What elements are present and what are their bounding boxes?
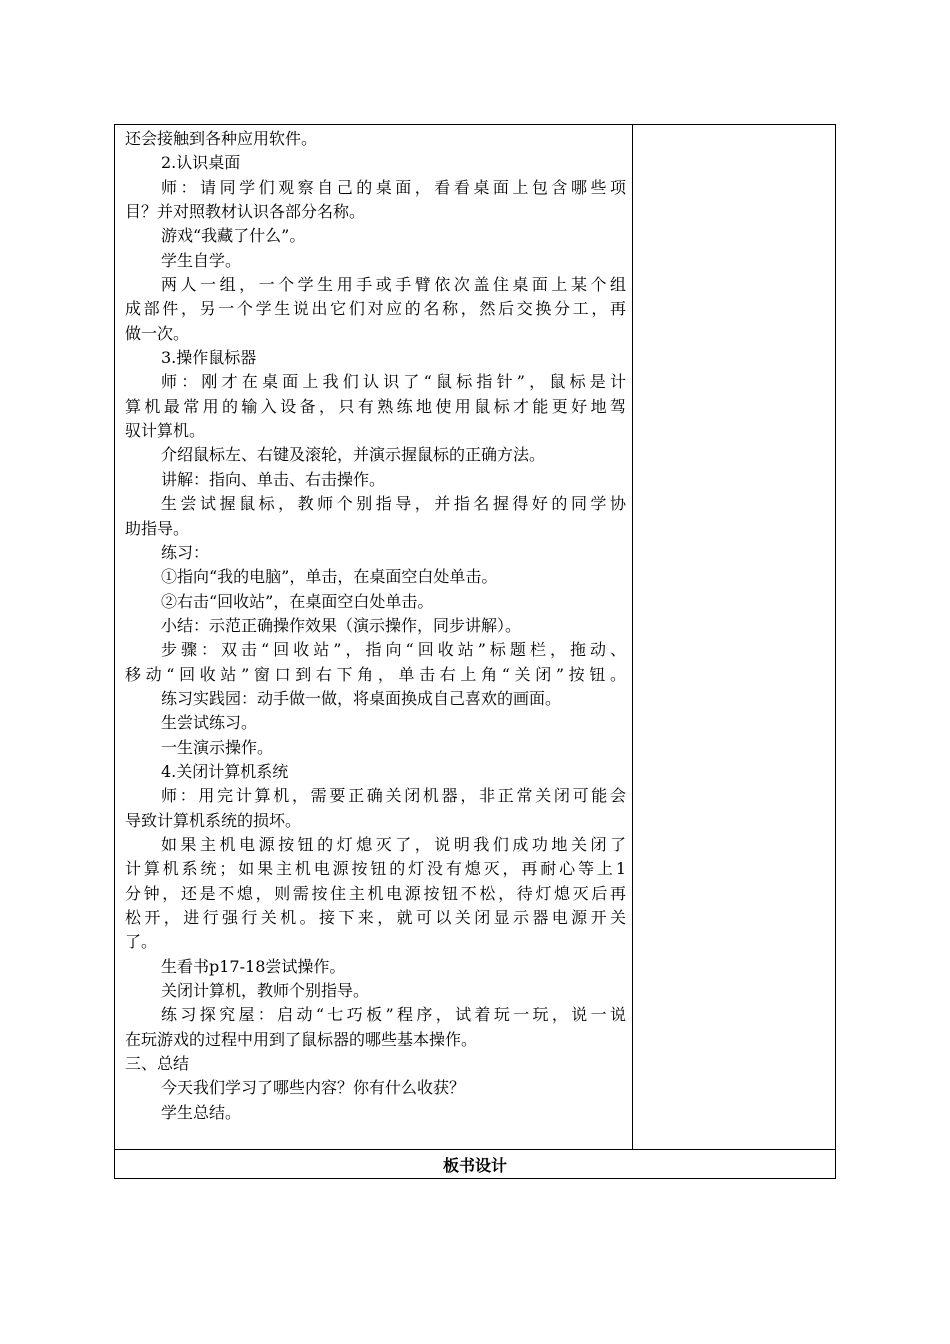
text-line: 助指导。: [125, 518, 190, 538]
lesson-plan-table: [114, 124, 836, 1179]
lesson-content-cell: [115, 125, 633, 1149]
board-design-row: [115, 1149, 835, 1178]
text-line: 两人一组，一个学生用手或手臂依次盖住桌面上某个组: [161, 275, 626, 295]
text-line: 移动“回收站”窗口到右下角，单击右上角“关闭”按钮。: [125, 664, 626, 684]
text-line: 一生演示操作。: [161, 737, 274, 757]
text-line: 步骤：双击“回收站”，指向“回收站”标题栏，拖动、: [161, 640, 626, 660]
section-heading-shutdown: 4.关闭计算机系统: [161, 761, 289, 781]
text-line: 师：刚才在桌面上我们认识了“鼠标指针”，鼠标是计: [161, 372, 626, 392]
text-line: 目？并对照教材认识各部分名称。: [125, 202, 366, 222]
text-line: 算机最常用的输入设备，只有熟练地使用鼠标才能更好地驾: [125, 396, 626, 416]
text-line: 介绍鼠标左、右键及滚轮，并演示握鼠标的正确方法。: [161, 445, 546, 465]
text-line: 今天我们学习了哪些内容？你有什么收获？: [161, 1078, 466, 1098]
text-line: 关闭计算机，教师个别指导。: [161, 981, 370, 1001]
text-line: 学生总结。: [161, 1102, 242, 1122]
text-line: 计算机系统；如果主机电源按钮的灯没有熄灭，再耐心等上1: [125, 859, 626, 879]
notes-cell: [633, 125, 835, 1149]
text-line: 师：请同学们观察自己的桌面，看看桌面上包含哪些项: [161, 177, 626, 197]
text-line: 练习探究屋：启动“七巧板”程序，试着玩一玩，说一说: [161, 1005, 626, 1025]
text-line: 生看书p17-18尝试操作。: [161, 956, 346, 976]
text-line: 如果主机电源按钮的灯熄灭了，说明我们成功地关闭了: [161, 834, 626, 854]
text-line: 学生自学。: [161, 250, 242, 270]
text-line: 分钟，还是不熄，则需按住主机电源按钮不松，待灯熄灭后再: [125, 883, 626, 903]
text-line: 讲解：指向、单击、右击操作。: [161, 469, 386, 489]
text-line: 了。: [125, 932, 158, 952]
section-heading-operate-mouse: 3.操作鼠标器: [161, 348, 257, 368]
text-line: 小结：示范正确操作效果（演示操作，同步讲解）。: [161, 615, 522, 635]
text-line: 成部件，另一个学生说出它们对应的名称，然后交换分工，再: [125, 299, 626, 319]
section-heading-summary: 三、总结: [125, 1054, 190, 1074]
text-line: ①指向“我的电脑”，单击，在桌面空白处单击。: [161, 567, 498, 587]
text-line: 游戏“我藏了什么”。: [161, 226, 306, 246]
text-line: 还会接触到各种应用软件。: [125, 129, 318, 148]
text-line: 做一次。: [125, 323, 190, 343]
text-line: 练习实践园：动手做一做，将桌面换成自己喜欢的画面。: [161, 688, 562, 708]
text-line: 师：用完计算机，需要正确关闭机器，非正常关闭可能会: [161, 786, 626, 806]
text-line: 生尝试握鼠标，教师个别指导，并指名握得好的同学协: [161, 494, 626, 514]
board-design-label: 板书设计: [442, 1155, 507, 1175]
text-line: ②右击“回收站”，在桌面空白处单击。: [161, 591, 434, 611]
text-line: 练习：: [161, 542, 210, 562]
text-line: 生尝试练习。: [161, 713, 258, 733]
text-line: 松开，进行强行关机。接下来，就可以关闭显示器电源开关: [125, 908, 626, 927]
text-line: 导致计算机系统的损坏。: [125, 810, 302, 830]
section-heading-recognize-desktop: 2.认识桌面: [161, 153, 241, 173]
text-line: 驭计算机。: [125, 421, 206, 441]
text-line: 在玩游戏的过程中用到了鼠标器的哪些基本操作。: [125, 1029, 478, 1049]
